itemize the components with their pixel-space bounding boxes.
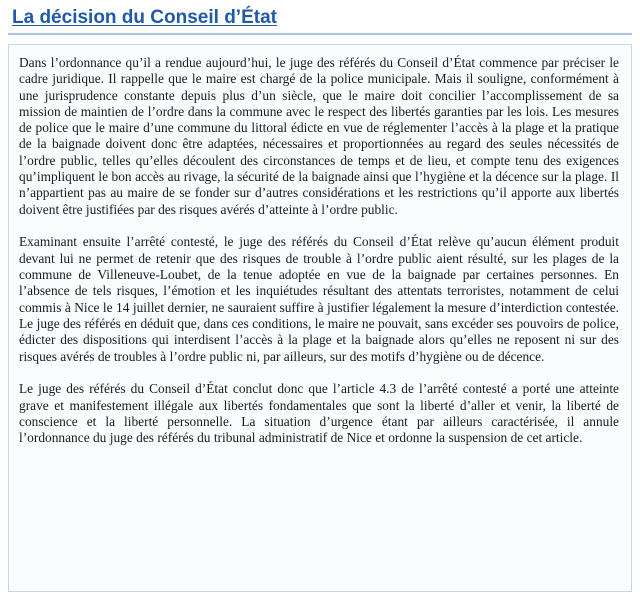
heading-divider [8,33,632,35]
paragraph-legal-framework: Dans l’ordonnance qu’il a rendue aujourd’hui, le juge des référés du Conseil d’État commence par préciser le cadre juridique. Il rappelle que le maire est chargé de la police municipale. Mais il souligne, conformément à une jurisprudence constante depuis plus d’un siècle, que le maire doit concilier l’accomplissement de sa mission de maintien de l’ordre dans la commune avec le respect des libertés garanties par les lois. Les mesures de police que le maire d’une commune du littoral édicte en vue de réglementer l’accès à la plage et la pratique de la baignade doivent donc être adaptées, nécessaires et proportionnées au regard des seules nécessités de l’ordre public, telles qu’elles découlent des circonstances de temps et de lieu, et compte tenu des exigences qu’impliquent le bon accès au rivage, la sécurité de la baignade ainsi que l’hygiène et la décence sur la plage. Il n’appartient pas au maire de se fonder sur d’autres considérations et les restrictions qu’il apporte aux libertés doivent être justifiées par des risques avérés d’atteinte à l’ordre public. [19,55,619,217]
section-heading: La décision du Conseil d’État [12,7,277,28]
paragraph-conclusion: Le juge des référés du Conseil d’État conclut donc que l’article 4.3 de l’arrêté contesté a porté une atteinte grave et manifestement illégale aux libertés fondamentales que sont la liberté d’aller et venir, la liberté de conscience et la liberté personnelle. La situation d’urgence étant par ailleurs caractérisée, il annule l’ordonnance du juge des référés du tribunal administratif de Nice et ordonne la suspension de cet article. [19,381,619,446]
content-box [8,44,632,592]
paragraph-examination: Examinant ensuite l’arrêté contesté, le juge des référés du Conseil d’État relève qu’aucun élément produit devant lui ne permet de retenir que des risques de trouble à l’ordre public aient résulté, sur les plages de la commune de Villeneuve-Loubet, de la tenue adoptée en vue de la baignade par certaines personnes. En l’absence de tels risques, l’émotion et les inquiétudes résultant des attentats terroristes, notamment de celui commis à Nice le 14 juillet dernier, ne sauraient suffire à justifier légalement la mesure d’interdiction contestée. Le juge des référés en déduit que, dans ces conditions, le maire ne pouvait, sans excéder ses pouvoirs de police, édicter des dispositions qui interdisent l’accès à la plage et la baignade alors qu’elles ne reposent ni sur des risques avérés de troubles à l’ordre public ni, par ailleurs, sur des motifs d’hygiène ou de décence. [19,234,619,364]
